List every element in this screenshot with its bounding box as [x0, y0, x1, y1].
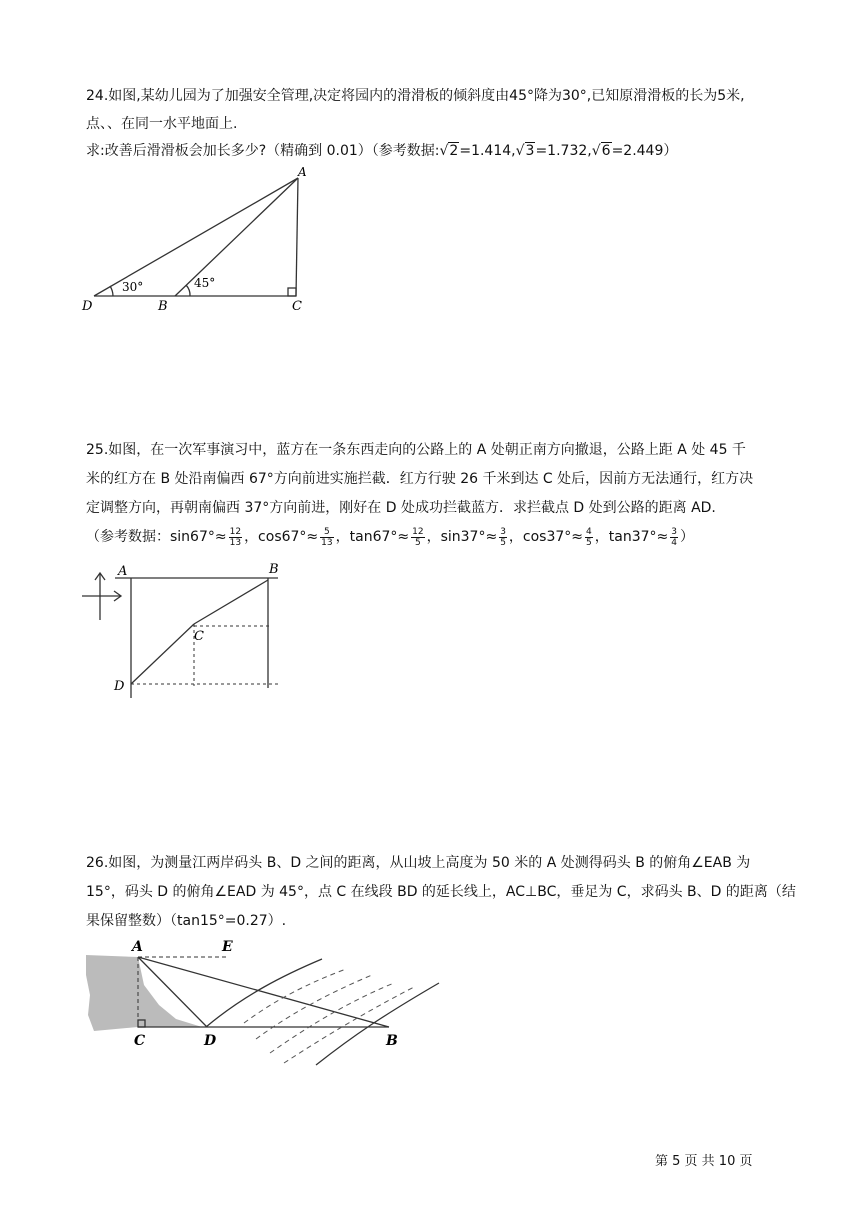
- q26-line1: 26.如图，为测量江两岸码头 B、D 之间的距离，从山坡上高度为 50 米的 A 处测得码头 B 的俯角∠EAB 为: [86, 855, 751, 871]
- q26-figure: [84, 935, 444, 1075]
- q24-label-A: A: [298, 165, 307, 179]
- q25-line2: 米的红方在 B 处沿南偏西 67°方向前进实施拦截．红方行驶 26 千米到达 C 处后，因前方无法通行，红方决: [86, 471, 754, 487]
- q25-label-C: C: [194, 629, 204, 644]
- q25-figure: [78, 560, 288, 700]
- q24-angle-30: 30°: [122, 280, 144, 294]
- q26-line2: 15°，码头 D 的俯角∠EAD 为 45°，点 C 在线段 BD 的延长线上，AC⊥BC，垂足为 C，求码头 B、D 的距离（结: [86, 884, 796, 900]
- q24-label-C: C: [292, 299, 302, 314]
- q25-line1: 25.如图，在一次军事演习中，蓝方在一条东西走向的公路上的 A 处朝正南方向撤退，公路上距 A 处 45 千: [86, 442, 746, 458]
- q26-line3: 果保留整数）（tan15°=0.27）.: [86, 913, 287, 929]
- q26-label-B: B: [386, 1033, 398, 1049]
- q24-angle-45: 45°: [194, 276, 216, 290]
- q26-label-C: C: [134, 1033, 146, 1049]
- q24-line1: 24.如图,某幼儿园为了加强安全管理,决定将园内的滑滑板的倾斜度由45°降为30°,已知原滑滑板的长为5米,: [86, 88, 745, 104]
- q24-label-B: B: [158, 299, 168, 314]
- q24-label-D: D: [82, 299, 93, 314]
- q26-label-E: E: [222, 939, 233, 955]
- q26-label-A: A: [132, 939, 143, 955]
- q24-figure: [80, 165, 320, 315]
- q25-label-A: A: [118, 564, 128, 579]
- q25-reference-data: （参考数据：sin67°≈ $\frac{12}{13}$ ，cos67°≈ $\frac{5}{13}$ ，tan67°≈ $\frac{12}{5}$ ，sin37°≈ $\frac{3}{5}$ ，cos37°≈ $\frac{4}{5}$ ，tan37°≈ $\frac{3}{4}$ ）: [86, 526, 694, 548]
- page-number-footer: 第 5 页 共 10 页: [655, 1154, 753, 1169]
- q25-label-B: B: [269, 562, 279, 577]
- q25-label-D: D: [114, 679, 125, 694]
- q26-label-D: D: [204, 1033, 217, 1049]
- q25-line3: 定调整方向，再朝南偏西 37°方向前进，刚好在 D 处成功拦截蓝方．求拦截点 D 处到公路的距离 AD.: [86, 500, 716, 516]
- q24-line2: 点、、在同一水平地面上.: [86, 116, 238, 132]
- q24-line3: 求:改善后滑滑板会加长多少?（精确到 0.01）（参考数据:√2=1.414,√3=1.732,√6=2.449）: [86, 143, 678, 159]
